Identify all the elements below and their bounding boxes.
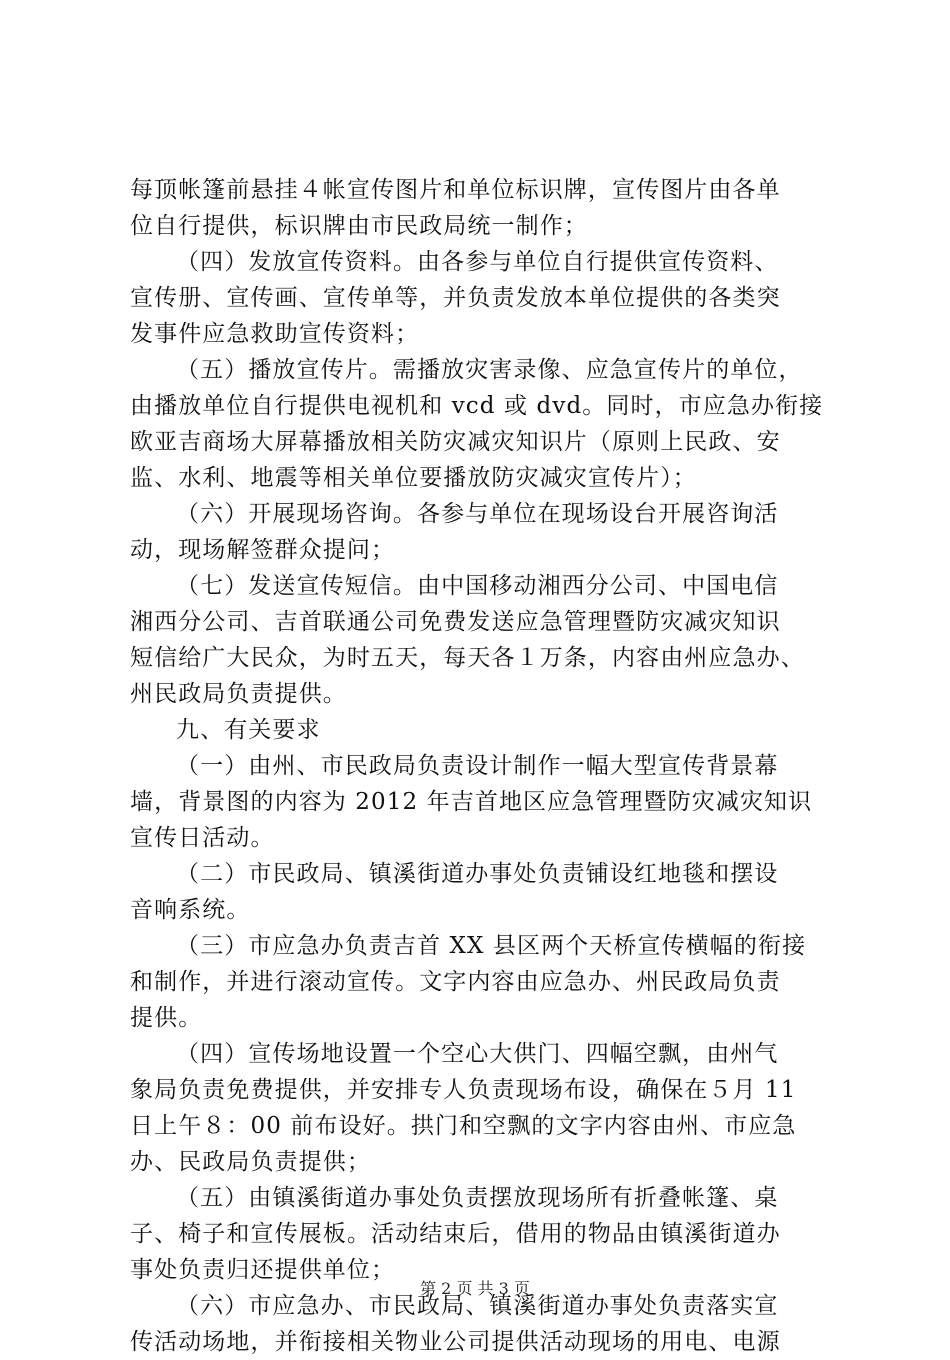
text-line: 位自行提供，标识牌由市民政局统一制作； — [130, 213, 588, 239]
page-footer: 第 2 页 共 3 页 — [420, 1279, 530, 1298]
text-line: 每顶帐篷前悬挂４帐宣传图片和单位标识牌，宣传图片由各单 — [130, 177, 781, 203]
text-line: 墙，背景图的内容为 2012 年吉首地区应急管理暨防灾减灾知识 — [130, 789, 813, 815]
text-line: （三）市应急办负责吉首 XX 县区两个天桥宣传横幅的衔接 — [176, 933, 807, 959]
text-line: 象局负责免费提供，并安排专人负责现场布设，确保在５月 11 — [130, 1077, 797, 1103]
text-line: 宣传日活动。 — [130, 825, 275, 851]
text-line: （六）市应急办、市民政局、镇溪街道办事处负责落实宣 — [176, 1293, 779, 1319]
text-line: 短信给广大民众，为时五天，每天各１万条，内容由州应急办、 — [130, 645, 805, 671]
text-line: （七）发送宣传短信。由中国移动湘西分公司、中国电信 — [176, 573, 779, 599]
text-line: 九、有关要求 — [176, 717, 321, 743]
text-line: 传活动场地，并衔接相关物业公司提供活动现场的用电、电源 — [130, 1329, 781, 1355]
text-line: 提供。 — [130, 1005, 203, 1031]
text-line: （一）由州、市民政局负责设计制作一幅大型宣传背景幕 — [176, 753, 779, 779]
text-line: 欧亚吉商场大屏幕播放相关防灾减灾知识片（原则上民政、安 — [130, 429, 781, 455]
text-line: 湘西分公司、吉首联通公司免费发送应急管理暨防灾减灾知识 — [130, 609, 781, 635]
text-line: 和制作，并进行滚动宣传。文字内容由应急办、州民政局负责 — [130, 969, 781, 995]
text-line: 宣传册、宣传画、宣传单等，并负责发放本单位提供的各类突 — [130, 285, 781, 311]
text-line: （五）播放宣传片。需播放灾害录像、应急宣传片的单位， — [176, 357, 803, 383]
text-line: 州民政局负责提供。 — [130, 681, 347, 707]
text-line: 办、民政局负责提供； — [130, 1149, 371, 1175]
text-line: （六）开展现场咨询。各参与单位在现场设台开展咨询活 — [176, 501, 779, 527]
text-line: 动，现场解签群众提问； — [130, 537, 396, 563]
text-line: 监、水利、地震等相关单位要播放防灾减灾宣传片）； — [130, 465, 697, 491]
text-line: （四）发放宣传资料。由各参与单位自行提供宣传资料、 — [176, 249, 779, 275]
text-line: （五）由镇溪街道办事处负责摆放现场所有折叠帐篷、桌 — [176, 1185, 779, 1211]
text-line: 发事件应急救助宣传资料； — [130, 321, 420, 347]
text-line: （四）宣传场地设置一个空心大供门、四幅空飘，由州气 — [176, 1041, 779, 1067]
text-line: 事处负责归还提供单位； — [130, 1257, 396, 1283]
text-line: 日上午８：00 前布设好。拱门和空飘的文字内容由州、市应急 — [130, 1113, 797, 1139]
document-body — [130, 172, 826, 1360]
text-line: （二）市民政局、镇溪街道办事处负责铺设红地毯和摆设 — [176, 861, 779, 887]
text-line: 由播放单位自行提供电视机和 vcd 或 dvd。同时，市应急办衔接 — [130, 393, 824, 419]
text-line: 子、椅子和宣传展板。活动结束后，借用的物品由镇溪街道办 — [130, 1221, 781, 1247]
text-line: 音响系统。 — [130, 897, 251, 923]
